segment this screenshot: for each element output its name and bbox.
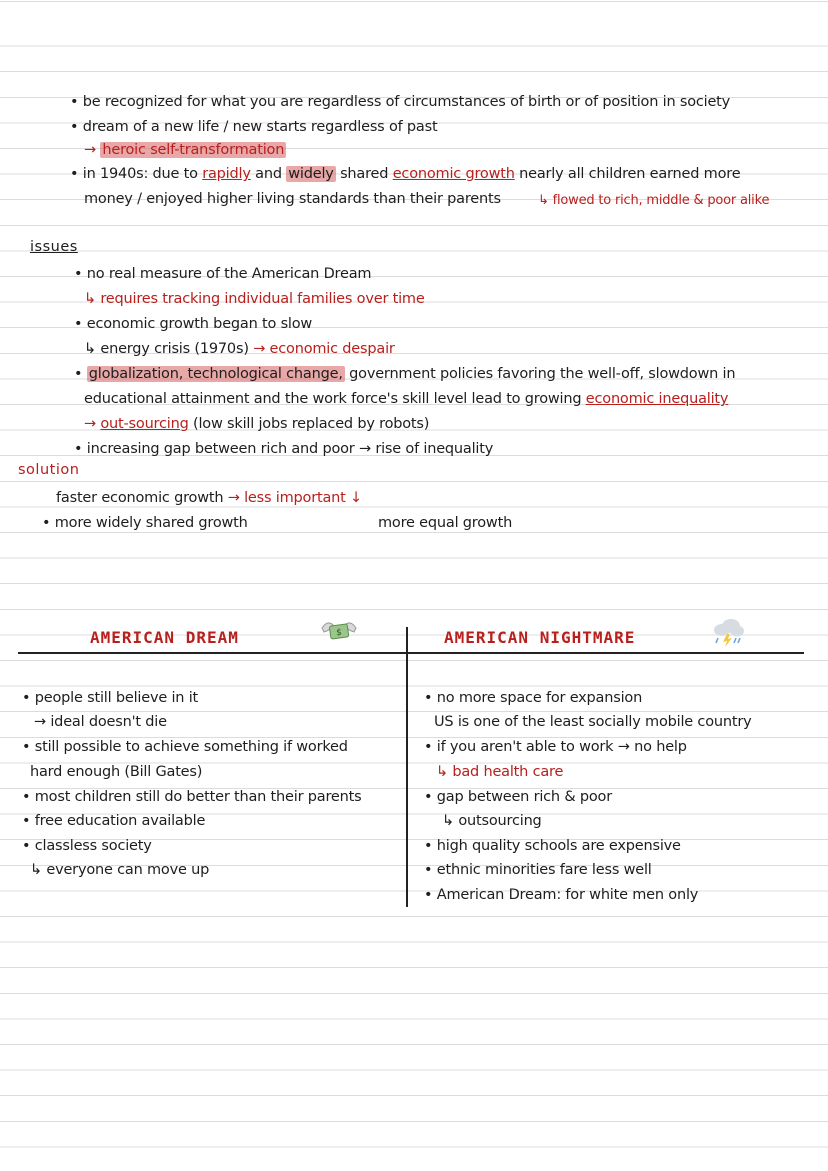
issues-line-1: • no real measure of the American Dream (74, 266, 372, 282)
nightmare-item: ↳ bad health care (436, 764, 564, 780)
issues-line-3: • economic growth began to slow (74, 316, 313, 332)
intro-line-1: • be recognized for what you are regardless of circumstances of birth or of position in society (70, 94, 731, 110)
arrow: → (84, 416, 101, 432)
dream-item: ↳ everyone can move up (30, 862, 210, 878)
text: (low skill jobs replaced by robots) (188, 416, 430, 432)
nightmare-item: • ethnic minorities fare less well (424, 862, 652, 878)
text: shared (335, 166, 393, 182)
text-outsourcing: out-sourcing (100, 416, 189, 432)
nightmare-item: • no more space for expansion (424, 690, 643, 706)
issues-line-8: • increasing gap between rich and poor → rise of inequality (74, 441, 494, 457)
arrow: → (84, 142, 101, 158)
intro-line-2: • dream of a new life / new starts regardless of past (70, 119, 438, 135)
dream-item: hard enough (Bill Gates) (30, 764, 203, 780)
nightmare-item: ↳ outsourcing (442, 813, 542, 829)
text: • in 1940s: due to (70, 166, 203, 182)
highlight-globalization: globalization, technological change, (88, 366, 343, 382)
intro-line-4 (70, 164, 740, 184)
solution-heading: solution (18, 462, 80, 478)
nightmare-item: US is one of the least socially mobile country (434, 714, 752, 730)
dream-item: → ideal doesn't die (34, 714, 167, 730)
t-chart-vertical-line (406, 627, 408, 907)
issues-heading: issues (30, 239, 78, 255)
text-less-important: → less important ↓ (227, 490, 362, 506)
intro-line-5: money / enjoyed higher living standards than their parents (84, 191, 501, 207)
text-widely: widely (288, 166, 334, 182)
nightmare-item: • American Dream: for white men only (424, 887, 699, 903)
dream-item: • people still believe in it (22, 690, 199, 706)
text-economic-inequality: economic inequality (585, 391, 729, 407)
text-rapidly: rapidly (202, 166, 251, 182)
solution-line-1 (56, 488, 362, 508)
nightmare-item: • gap between rich & poor (424, 789, 612, 805)
solution-line-3: more equal growth (378, 515, 513, 531)
issues-line-5 (74, 364, 735, 384)
text: government policies favoring the well-off, slowdown in (344, 366, 736, 382)
nightmare-title: AMERICAN NIGHTMARE (444, 628, 636, 647)
bullet: • (74, 366, 87, 382)
text: faster economic growth (56, 490, 228, 506)
dream-item: • free education available (22, 813, 206, 829)
text-economic-despair: → economic despair (253, 341, 395, 357)
nightmare-item: • high quality schools are expensive (424, 838, 681, 854)
issues-line-2: ↳ requires tracking individual families over time (84, 291, 425, 307)
nightmare-item: • if you aren't able to work → no help (424, 739, 687, 755)
text: and (250, 166, 287, 182)
text: educational attainment and the work force's skill level lead to growing (84, 391, 586, 407)
t-chart-horizontal-line (18, 652, 804, 654)
dream-item: • most children still do better than their parents (22, 789, 362, 805)
text: ↳ energy crisis (1970s) (84, 341, 254, 357)
intro-line-3 (84, 140, 286, 160)
text-economic-growth: economic growth (392, 166, 515, 182)
intro-line-5-note: ↳ flowed to rich, middle & poor alike (538, 193, 770, 208)
issues-line-7 (84, 414, 429, 434)
highlight-heroic: heroic self-transformation (102, 142, 285, 158)
dream-item: • still possible to achieve something if worked (22, 739, 348, 755)
money-with-wings-icon (320, 616, 358, 646)
issues-line-6 (84, 389, 728, 409)
svg-text:$: $ (336, 628, 342, 638)
solution-line-2: • more widely shared growth (42, 515, 248, 531)
dream-title: AMERICAN DREAM (90, 628, 239, 647)
storm-cloud-icon (710, 616, 746, 648)
text: nearly all children earned more (514, 166, 741, 182)
dream-item: • classless society (22, 838, 152, 854)
issues-line-4 (84, 339, 395, 359)
